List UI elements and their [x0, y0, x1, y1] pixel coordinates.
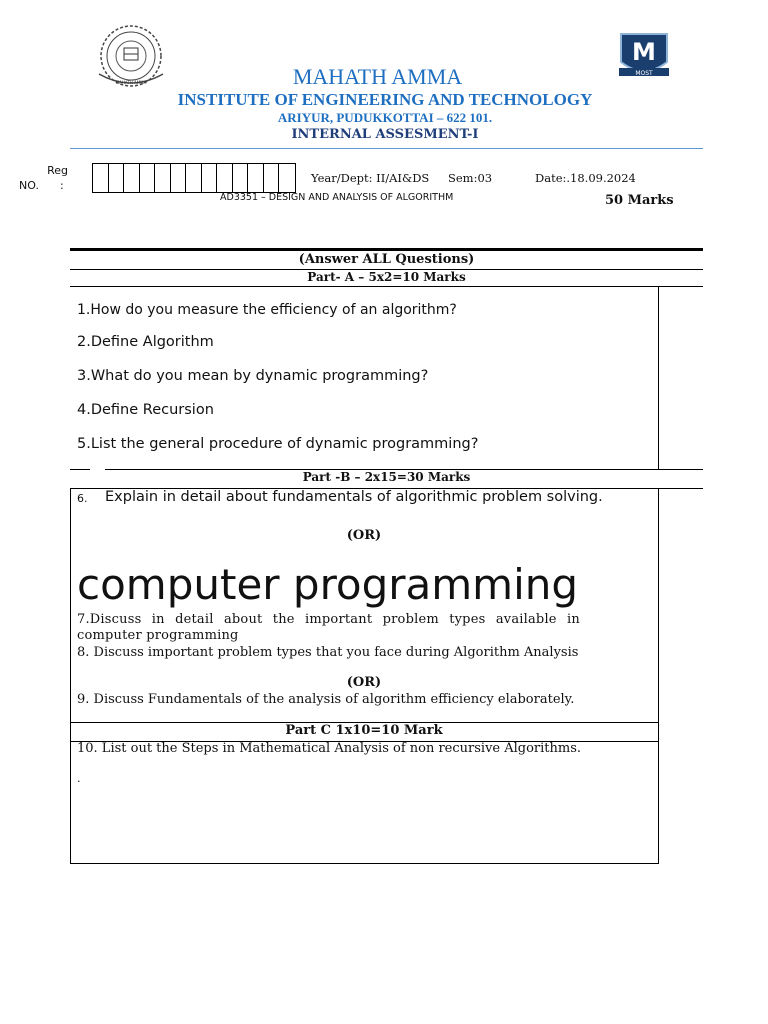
header-divider [70, 148, 703, 149]
top-thick-rule [70, 248, 703, 251]
reg-digit-box [186, 164, 202, 192]
reg-digit-box [217, 164, 233, 192]
shield-letter: M [632, 38, 656, 66]
question-2: 2.Define Algorithm [77, 334, 214, 350]
reg-digit-box [93, 164, 109, 192]
reg-digit-box [140, 164, 156, 192]
college-name: MAHATH AMMA [292, 64, 463, 89]
or-separator-2: (OR) [346, 675, 382, 690]
question-8: 8. Discuss important problem types that you face during Algorithm Analysis [77, 645, 579, 660]
question-9: 9. Discuss Fundamentals of the analysis of algorithm efficiency elaborately. [77, 692, 575, 707]
question-7: 7.Discuss in detail about the important problem types available in computer programming [77, 612, 580, 643]
institute-title: INSTITUTE OF ENGINEERING AND TECHNOLOGY [177, 90, 593, 109]
reg-digit-box [248, 164, 264, 192]
table-right-border [658, 488, 659, 864]
part-a-right-border [658, 286, 659, 469]
answer-dot: . [77, 772, 81, 785]
part-b-title: Part -B – 2x15=30 Marks [302, 470, 471, 484]
year-dept: Year/Dept: II/AI&DS [311, 171, 430, 185]
reg-digit-box [124, 164, 140, 192]
reg-digit-box [264, 164, 280, 192]
question-4: 4.Define Recursion [77, 402, 214, 418]
large-heading-text: computer programming [77, 560, 579, 609]
part-c-title: Part C 1x10=10 Mark [285, 723, 443, 738]
exam-title: INTERNAL ASSESMENT-I [291, 127, 479, 142]
exam-date: Date:.18.09.2024 [535, 171, 636, 185]
part-a-title: Part- A – 5x2=10 Marks [307, 270, 466, 284]
answer-all-instruction: (Answer ALL Questions) [298, 252, 475, 267]
reg-no-label: NO. [19, 179, 39, 192]
rule [70, 286, 703, 287]
reg-label: Reg [47, 164, 68, 177]
table-bottom-border [70, 863, 659, 864]
reg-digit-box [155, 164, 171, 192]
reg-digit-box [233, 164, 249, 192]
seal-caption: MAHATH AMMA [115, 80, 147, 85]
or-separator-1: (OR) [346, 528, 382, 543]
reg-digit-box [109, 164, 125, 192]
reg-digit-box [202, 164, 218, 192]
reg-colon: : [60, 179, 64, 192]
question-6-number: 6. [77, 492, 88, 505]
address: ARIYUR, PUDUKKOTTAI – 622 101. [277, 110, 493, 125]
question-10: 10. List out the Steps in Mathematical Analysis of non recursive Algorithms. [77, 741, 582, 756]
reg-number-boxes [92, 163, 296, 193]
shield-caption: MOST [635, 70, 653, 77]
reg-digit-box [279, 164, 295, 192]
reg-digit-box [171, 164, 187, 192]
course-title: AD3351 – DESIGN AND ANALYSIS OF ALGORITHM [220, 192, 454, 203]
question-6: Explain in detail about fundamentals of algorithmic problem solving. [105, 489, 603, 505]
question-1: 1.How do you measure the efficiency of an algorithm? [77, 302, 457, 318]
semester: Sem:03 [448, 171, 493, 185]
question-3: 3.What do you mean by dynamic programming? [77, 368, 429, 384]
question-5: 5.List the general procedure of dynamic programming? [77, 436, 479, 452]
total-marks: 50 Marks [605, 193, 674, 208]
